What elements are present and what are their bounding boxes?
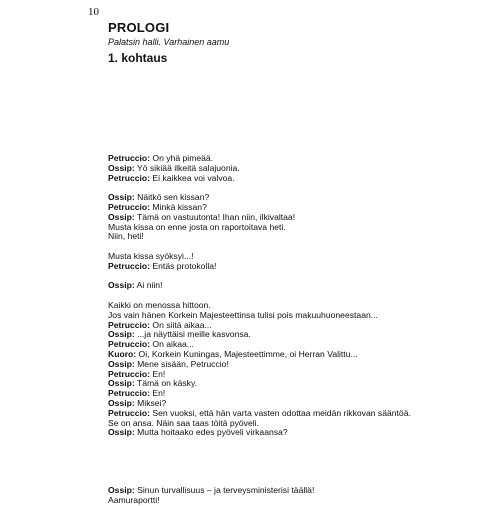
line-text: Musta kissa syöksyi...!	[108, 250, 194, 261]
line-text: Ei kaikkea voi valvoa.	[150, 172, 235, 183]
line-text: On siitä aikaa...	[150, 319, 212, 330]
line-text: On aikaa...	[150, 339, 194, 350]
dialogue-line	[108, 174, 478, 184]
line-text: Kaikki on menossa hittoon.	[108, 299, 211, 310]
line-text: En!	[150, 388, 166, 399]
line-text: Entäs protokolla!	[150, 260, 217, 271]
speaker-name: Kuoro:	[108, 348, 137, 359]
line-text: Ai niin!	[134, 280, 163, 291]
speaker-name: Ossip:	[108, 397, 135, 408]
line-text: Tämä on vastuutonta! Ihan niin, ilkivaltaa!	[134, 211, 296, 222]
speaker-name: Ossip:	[108, 427, 135, 438]
speaker-name: Ossip:	[108, 162, 135, 173]
line-text: Niin, heti!	[108, 231, 144, 242]
line-text: Oi, Korkein Kuningas, Majesteettimme, oi Herran Valittu...	[136, 348, 358, 359]
speaker-name: Ossip:	[108, 329, 135, 340]
line-text: ...ja näyttäisi meille kasvonsa.	[134, 329, 251, 340]
speaker-name: Ossip:	[108, 378, 135, 389]
line-text: Aamuraportti!	[108, 494, 160, 505]
speaker-name: Petruccio:	[108, 201, 151, 212]
dialogue-line	[108, 428, 478, 438]
act-title: PROLOGI	[108, 20, 170, 35]
line-text: Yö sikiää ilkeitä salajuonia.	[134, 162, 240, 173]
dialogue-block	[108, 154, 478, 506]
scene-header	[108, 20, 468, 66]
speaker-name: Petruccio:	[108, 153, 151, 163]
scene-setting: Palatsin halli. Varhainen aamu	[108, 37, 230, 47]
speaker-name: Ossip:	[108, 211, 135, 222]
speaker-name: Petruccio:	[108, 172, 151, 183]
line-text: Mene sisään, Petruccio!	[134, 358, 229, 369]
speaker-name: Ossip:	[108, 280, 135, 291]
speaker-name: Petruccio:	[108, 407, 151, 418]
dialogue-line	[108, 486, 478, 496]
page-number: 10	[88, 6, 99, 18]
speaker-name: Petruccio:	[108, 319, 151, 330]
line-text: Sen vuoksi, että hän varta vasten odottaa meidän rikkovan sääntöä.	[150, 407, 411, 418]
dialogue-line	[108, 281, 478, 291]
speaker-name: Ossip:	[108, 192, 135, 203]
speaker-name: Petruccio:	[108, 339, 151, 350]
dialogue-line	[108, 262, 478, 272]
dialogue-line	[108, 232, 478, 242]
speaker-name: Ossip:	[108, 485, 135, 496]
dialogue-line	[108, 496, 478, 506]
scene-title: 1. kohtaus	[108, 51, 168, 65]
line-text: Jos vain hänen Korkein Majesteettinsa tulisi pois makuuhuoneestaan...	[108, 309, 378, 320]
line-text: On yhä pimeää.	[150, 153, 214, 163]
line-text: En!	[150, 368, 166, 379]
line-text: Musta kissa on enne josta on raportoitava heti.	[108, 221, 286, 232]
line-text: Miksei?	[134, 397, 167, 408]
speaker-name: Petruccio:	[108, 260, 151, 271]
line-text: Tämä on käsky.	[134, 378, 197, 389]
line-text: Sinun turvallisuus – ja terveysministerisi täällä!	[134, 485, 315, 496]
dialogue-line	[108, 223, 478, 233]
line-text: Minkä kissan?	[150, 201, 207, 212]
speaker-name: Petruccio:	[108, 368, 151, 379]
line-text: Se on ansa. Näin saa taas töitä pyöveli.	[108, 417, 259, 428]
speaker-name: Ossip:	[108, 358, 135, 369]
line-text: Näitkö sen kissan?	[134, 192, 210, 203]
speaker-name: Petruccio:	[108, 388, 151, 399]
line-text: Mutta hoitaako edes pyöveli virkaansa?	[134, 427, 288, 438]
